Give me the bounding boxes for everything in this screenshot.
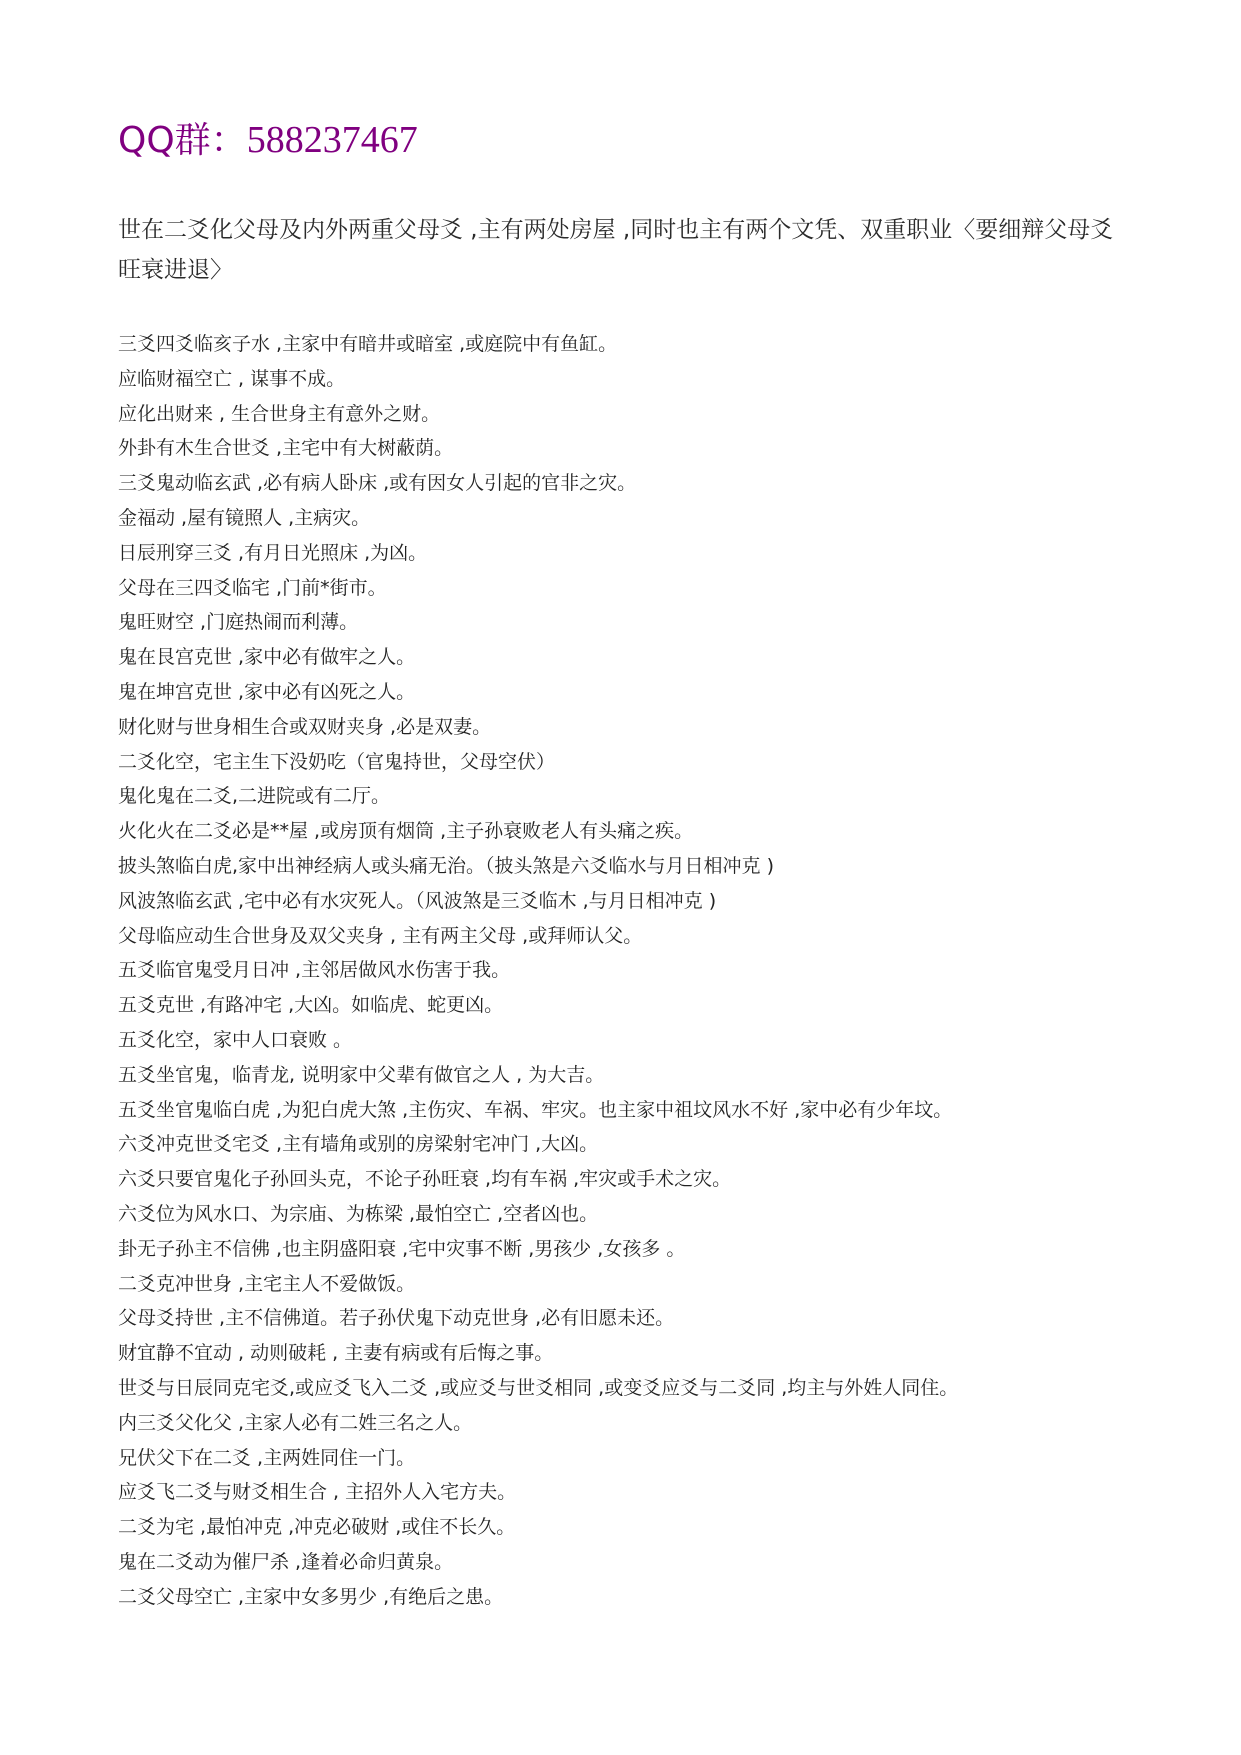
qq-group-heading	[118, 112, 418, 169]
text-line: 五爻化空，家中人口衰败 。	[118, 1028, 353, 1051]
text-line: 日辰刑穿三爻 ,有月日光照床 ,为凶。	[118, 541, 428, 564]
intro-paragraph: 世在二爻化父母及内外两重父母爻 ,主有两处房屋 ,同时也主有两个文凭、双重职业〈要细辩父母爻旺衰进退〉	[118, 217, 1114, 283]
text-line: 三爻四爻临亥子水 ,主家中有暗井或暗室 ,或庭院中有鱼缸。	[118, 333, 618, 355]
text-line: 父母爻持世 ,主不信佛道。若子孙伏鬼下动克世身 ,必有旧愿未还。	[118, 1307, 675, 1330]
text-line: 五爻临官鬼受月日冲 ,主邻居做风水伤害于我。	[118, 959, 511, 982]
text-line: 应爻飞二爻与财爻相生合 , 主招外人入宅方夫。	[118, 1481, 517, 1504]
text-line: 世爻与日辰同克宅爻,或应爻飞入二爻 ,或应爻与世爻相同 ,或变爻应爻与二爻同 ,均主与外姓人同住。	[118, 1376, 959, 1399]
text-line: 兄伏父下在二爻 ,主两姓同住一门。	[118, 1446, 416, 1469]
text-line: 外卦有木生合世爻 ,主宅中有大树蔽荫。	[118, 437, 454, 460]
text-line: 五爻坐官鬼，临青龙, 说明家中父辈有做官之人 , 为大吉。	[118, 1063, 605, 1086]
text-line: 卦无子孙主不信佛 ,也主阴盛阳衰 ,宅中灾事不断 ,男孩少 ,女孩多 。	[118, 1237, 686, 1260]
text-line: 内三爻父化父 ,主家人必有二姓三名之人。	[118, 1411, 473, 1434]
text-line-list	[118, 327, 1128, 1614]
text-line: 应临财福空亡 , 谋事不成。	[118, 367, 346, 390]
text-line: 六爻只要官鬼化子孙回头克，不论子孙旺衰 ,均有车祸 ,牢灾或手术之灾。	[118, 1168, 732, 1191]
text-line: 五爻克世 ,有路冲宅 ,大凶。如临虎、蛇更凶。	[118, 994, 504, 1017]
text-line: 六爻位为风水口、为宗庙、为栋梁 ,最怕空亡 ,空者凶也。	[118, 1202, 599, 1225]
text-line: 鬼在艮宫克世 ,家中必有做牢之人。	[118, 646, 416, 669]
text-line: 五爻坐官鬼临白虎 ,为犯白虎大煞 ,主伤灾、车祸、牢灾。也主家中祖坟风水不好 ,家中必有少年坟。	[118, 1098, 953, 1121]
text-line: 披头煞临白虎,家中出神经病人或头痛无治。（披头煞是六爻临水与月日相冲克 )	[118, 854, 774, 877]
text-line: 鬼在二爻动为催尸杀 ,逢着必命归黄泉。	[118, 1550, 454, 1573]
text-line: 三爻鬼动临玄武 ,必有病人卧床 ,或有因女人引起的官非之灾。	[118, 472, 637, 495]
text-line: 父母临应动生合世身及双父夹身 , 主有两主父母 ,或拜师认父。	[118, 924, 643, 947]
text-line: 二爻克冲世身 ,主宅主人不爱做饭。	[118, 1272, 416, 1295]
qq-group-number: 588237467	[246, 119, 418, 161]
text-line: 火化火在二爻必是**屋 ,或房顶有烟筒 ,主子孙衰败老人有头痛之疾。	[118, 820, 694, 843]
text-line: 财宜静不宜动 , 动则破耗 , 主妻有病或有后悔之事。	[118, 1342, 554, 1365]
text-line: 风波煞临玄武 ,宅中必有水灾死人。（风波煞是三爻临木 ,与月日相冲克 )	[118, 889, 717, 912]
text-line: 二爻父母空亡 ,主家中女多男少 ,有绝后之患。	[118, 1585, 504, 1608]
text-line: 二爻化空，宅主生下没奶吃（官鬼持世，父母空伏）	[118, 750, 556, 773]
text-line: 六爻冲克世爻宅爻 ,主有墙角或别的房梁射宅冲门 ,大凶。	[118, 1133, 599, 1156]
text-line: 父母在三四爻临宅 ,门前*街市。	[118, 576, 387, 599]
text-line: 应化出财来 , 生合世身主有意外之财。	[118, 402, 441, 425]
text-line: 财化财与世身相生合或双财夹身 ,必是双妻。	[118, 715, 492, 738]
text-line: 鬼化鬼在二爻,二进院或有二厅。	[118, 785, 391, 808]
text-line: 鬼旺财空 ,门庭热闹而利薄。	[118, 611, 359, 634]
text-line: 鬼在坤宫克世 ,家中必有凶死之人。	[118, 680, 416, 703]
qq-group-label: QQ群：	[118, 120, 247, 161]
text-line: 金福动 ,屋有镜照人 ,主病灾。	[118, 506, 371, 529]
text-line: 二爻为宅 ,最怕冲克 ,冲克必破财 ,或住不长久。	[118, 1516, 516, 1539]
